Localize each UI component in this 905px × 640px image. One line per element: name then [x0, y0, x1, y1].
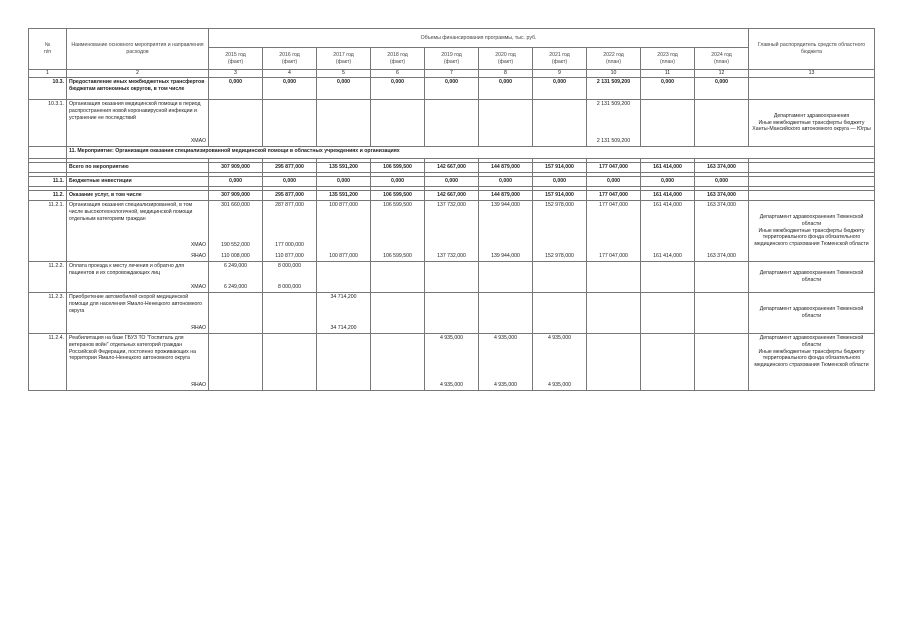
- value-main: 152 978,000: [545, 202, 574, 208]
- value-cell: [695, 293, 749, 334]
- value-cell: [533, 293, 587, 334]
- value-cell: [317, 201, 371, 262]
- value-cell: 0,000: [263, 78, 317, 100]
- row-number: 10.3.: [29, 78, 67, 100]
- value-cell: 157 914,000: [533, 163, 587, 173]
- value-cell: 295 877,000: [263, 191, 317, 201]
- value-cell: 144 879,000: [479, 191, 533, 201]
- distributor-cell: Департамент здравоохранения Тюменской области: [749, 293, 875, 334]
- value-cell: [479, 201, 533, 262]
- row-number: [29, 147, 67, 159]
- value-cell: [209, 293, 263, 334]
- value-cell: [695, 100, 749, 147]
- row-name: Оказание услуг, в том числе: [67, 191, 209, 201]
- value-cell: 161 414,000: [641, 191, 695, 201]
- header-year: 2017 год (факт): [317, 48, 371, 70]
- value-cell: [641, 293, 695, 334]
- value-main: 177 047,000: [599, 202, 628, 208]
- value-cell: [263, 100, 317, 147]
- row-name: Организация оказания медицинской помощи в период распространения новой коронавирусной инфекции и устранение ее последствий: [69, 101, 201, 121]
- header-funding: Объемы финансирования программы, тыс. руб.: [209, 29, 749, 48]
- row-number: 11.2.1.: [29, 201, 67, 262]
- value-cell: 0,000: [479, 78, 533, 100]
- value-cell: [263, 334, 317, 391]
- value-cell: [587, 201, 641, 262]
- row-subregion: ЯНАО: [191, 382, 206, 389]
- value-yanao: 177 047,000: [599, 253, 628, 260]
- value-cell: [209, 100, 263, 147]
- value-cell: [587, 334, 641, 391]
- value-cell: 0,000: [479, 177, 533, 187]
- value-cell: 307 909,000: [209, 163, 263, 173]
- value-cell: 0,000: [695, 177, 749, 187]
- column-index: 8: [479, 70, 533, 78]
- value-cell: 307 909,000: [209, 191, 263, 201]
- header-year: 2015 год (факт): [209, 48, 263, 70]
- row-name: Предоставление иных межбюджетных трансфертов бюджетам автономных округов, в том числе: [67, 78, 209, 100]
- header-name: Наименование основного мероприятия и направления расходов: [67, 29, 209, 70]
- column-index: 12: [695, 70, 749, 78]
- value-cell: 177 047,000: [587, 163, 641, 173]
- value-yanao: 137 732,000: [437, 253, 466, 260]
- value-cell: [479, 262, 533, 293]
- distributor-cell: [749, 163, 875, 173]
- header-year: 2016 год (факт): [263, 48, 317, 70]
- row-name-cell: [67, 334, 209, 391]
- table-row: [29, 78, 875, 100]
- value-cell: 0,000: [533, 78, 587, 100]
- row-name-cell: [67, 293, 209, 334]
- distributor-cell: [749, 191, 875, 201]
- value-main: 301 660,000: [221, 202, 250, 208]
- value-cell: [317, 262, 371, 293]
- value-cell: 177 047,000: [587, 191, 641, 201]
- column-index: 11: [641, 70, 695, 78]
- value-sub: 4 935,000: [547, 382, 572, 389]
- value-cell: [479, 334, 533, 391]
- value-cell: [371, 334, 425, 391]
- value-main: 100 877,000: [329, 202, 358, 208]
- row-name: Оплата проезда к месту лечения и обратно для пациентов и их сопровождающих лиц: [69, 263, 185, 276]
- distributor-cell: Департамент здравоохранения Иные межбюджетные трансферты бюджету Ханты-Мансийского автономного округа — Югры: [749, 100, 875, 147]
- header-year: 2018 год (факт): [371, 48, 425, 70]
- row-number: [29, 163, 67, 173]
- column-index: 1: [29, 70, 67, 78]
- value-sub: 4 935,000: [439, 382, 464, 389]
- value-cell: 163 374,000: [695, 191, 749, 201]
- value-cell: 142 667,000: [425, 163, 479, 173]
- header-year: 2019 год (факт): [425, 48, 479, 70]
- value-cell: [209, 262, 263, 293]
- row-name: Организация оказания специализированной, в том числе высокотехнологичной, медицинской помощи отдельным категориям граждан: [69, 202, 193, 222]
- value-cell: [533, 100, 587, 147]
- value-cell: 0,000: [533, 177, 587, 187]
- value-cell: [425, 262, 479, 293]
- value-cell: [425, 201, 479, 262]
- value-cell: 106 599,500: [371, 191, 425, 201]
- value-cell: [479, 100, 533, 147]
- value-main: 4 935,000: [493, 335, 518, 341]
- value-cell: [371, 100, 425, 147]
- value-cell: [209, 201, 263, 262]
- value-cell: [587, 100, 641, 147]
- header-year: 2020 год (факт): [479, 48, 533, 70]
- row-name: Реабилитация на базе ГБУЗ ТО "Госпиталь для ветеранов войн" отдельных категорий граждан Российской Федерации, постоянно проживающих на территории Ямало-Ненецкого автономного округа: [69, 335, 196, 362]
- row-name-cell: [67, 100, 209, 147]
- value-cell: [641, 262, 695, 293]
- value-cell: [533, 201, 587, 262]
- value-cell: [371, 293, 425, 334]
- distributor-cell: Департамент здравоохранения Тюменской области Иные межбюджетные трансферты бюджету территориального фонда обязательного медицинского страхования Тюменской области: [749, 334, 875, 391]
- header-year: 2022 год (план): [587, 48, 641, 70]
- value-main: 6 249,000: [223, 263, 248, 269]
- row-subregion: ХМАО: [190, 284, 206, 291]
- column-index-row: [29, 70, 875, 78]
- header-year: 2021 год (факт): [533, 48, 587, 70]
- value-cell: 0,000: [209, 78, 263, 100]
- table-row: [29, 163, 875, 173]
- value-cell: 144 879,000: [479, 163, 533, 173]
- row-name: Бюджетные инвестиции: [67, 177, 209, 187]
- value-cell: 106 599,500: [371, 163, 425, 173]
- value-cell: 0,000: [425, 78, 479, 100]
- column-index: 9: [533, 70, 587, 78]
- value-cell: [317, 100, 371, 147]
- value-cell: [533, 334, 587, 391]
- value-cell: [371, 201, 425, 262]
- value-sub: 2 131 509,200: [596, 138, 631, 145]
- value-hmao: 177 000,000: [275, 241, 304, 248]
- header-distributor: Главный распорядитель средств областного бюджета: [749, 29, 875, 70]
- header-year: 2024 год (план): [695, 48, 749, 70]
- distributor-cell: Департамент здравоохранения Тюменской области: [749, 262, 875, 293]
- row-number: 11.1.: [29, 177, 67, 187]
- section-row: [29, 147, 875, 159]
- value-cell: 2 131 509,200: [587, 78, 641, 100]
- value-hmao: 190 552,000: [221, 241, 250, 248]
- value-main: 2 131 509,200: [596, 101, 631, 107]
- distributor-cell: [749, 78, 875, 100]
- table-row: [29, 262, 875, 293]
- value-cell: 0,000: [371, 78, 425, 100]
- column-index: 10: [587, 70, 641, 78]
- value-yanao: 152 978,000: [545, 253, 574, 260]
- value-cell: 163 374,000: [695, 163, 749, 173]
- section-title: 11. Мероприятие: Организация оказания специализированной медицинской помощи в областных учреждениях и организациях: [67, 147, 875, 159]
- header-year: 2023 год (план): [641, 48, 695, 70]
- value-yanao: 161 414,000: [653, 253, 682, 260]
- value-main: 8 000,000: [277, 263, 302, 269]
- value-main: 163 374,000: [707, 202, 736, 208]
- value-cell: [209, 334, 263, 391]
- value-sub: 8 000,000: [277, 284, 302, 291]
- value-cell: [263, 262, 317, 293]
- value-yanao: 106 599,500: [383, 253, 412, 260]
- table-row: [29, 201, 875, 262]
- value-sub: 34 714,200: [330, 325, 357, 332]
- distributor-cell: [749, 177, 875, 187]
- value-cell: [263, 293, 317, 334]
- table-row: [29, 191, 875, 201]
- header-num: № п/п: [29, 29, 67, 70]
- value-yanao: 110 008,000: [221, 253, 250, 260]
- value-main: 34 714,200: [330, 294, 357, 300]
- value-cell: 135 591,200: [317, 163, 371, 173]
- value-cell: [641, 334, 695, 391]
- row-subregion: ХМАО: [190, 241, 206, 248]
- column-index: 3: [209, 70, 263, 78]
- value-main: 4 935,000: [547, 335, 572, 341]
- value-cell: 142 667,000: [425, 191, 479, 201]
- value-main: 4 935,000: [439, 335, 464, 341]
- value-main: 287 877,000: [275, 202, 304, 208]
- value-cell: 0,000: [641, 177, 695, 187]
- value-cell: [371, 262, 425, 293]
- value-yanao: 139 944,000: [491, 253, 520, 260]
- value-cell: 0,000: [317, 177, 371, 187]
- value-cell: [587, 293, 641, 334]
- table-row: [29, 334, 875, 391]
- value-yanao: 100 877,000: [329, 253, 358, 260]
- row-number: 11.2.4.: [29, 334, 67, 391]
- column-index: 5: [317, 70, 371, 78]
- column-index: 2: [67, 70, 209, 78]
- value-cell: [425, 334, 479, 391]
- row-name-cell: [67, 201, 209, 262]
- row-number: 10.3.1.: [29, 100, 67, 147]
- value-cell: 0,000: [641, 78, 695, 100]
- column-index: 4: [263, 70, 317, 78]
- value-cell: [425, 293, 479, 334]
- value-cell: [317, 334, 371, 391]
- table-row: [29, 293, 875, 334]
- value-cell: [587, 262, 641, 293]
- value-cell: 0,000: [371, 177, 425, 187]
- budget-table: [28, 28, 875, 391]
- value-main: 137 732,000: [437, 202, 466, 208]
- value-cell: [533, 262, 587, 293]
- row-number: 11.2.: [29, 191, 67, 201]
- column-index: 6: [371, 70, 425, 78]
- row-subregion: ХМАО: [190, 138, 206, 145]
- value-cell: [695, 201, 749, 262]
- row-number: 11.2.2.: [29, 262, 67, 293]
- value-cell: 0,000: [695, 78, 749, 100]
- value-cell: [479, 293, 533, 334]
- value-cell: [641, 100, 695, 147]
- value-cell: [317, 293, 371, 334]
- row-subregion: ЯНАО: [191, 253, 206, 260]
- value-main: 106 599,500: [383, 202, 412, 208]
- value-cell: 0,000: [425, 177, 479, 187]
- value-cell: [695, 262, 749, 293]
- distributor-cell: Департамент здравоохранения Тюменской области Иные межбюджетные трансферты бюджету территориального фонда обязательного медицинского страхования Тюменской области: [749, 201, 875, 262]
- row-name: Приобретение автомобилей скорой медицинской помощи для населения Ямало-Ненецкого автономного округа: [69, 294, 203, 314]
- value-cell: 0,000: [587, 177, 641, 187]
- column-index: 7: [425, 70, 479, 78]
- table-row: [29, 177, 875, 187]
- value-cell: 0,000: [263, 177, 317, 187]
- value-cell: 157 914,000: [533, 191, 587, 201]
- row-name-cell: [67, 262, 209, 293]
- row-subregion: ЯНАО: [191, 325, 206, 332]
- value-yanao: 110 877,000: [275, 253, 304, 260]
- value-sub: 6 249,000: [223, 284, 248, 291]
- value-sub: 4 935,000: [493, 382, 518, 389]
- value-cell: [425, 100, 479, 147]
- row-name: Всего по мероприятию: [67, 163, 209, 173]
- value-main: 139 944,000: [491, 202, 520, 208]
- row-number: 11.2.3.: [29, 293, 67, 334]
- value-cell: 0,000: [209, 177, 263, 187]
- value-yanao: 163 374,000: [707, 253, 736, 260]
- table-row: [29, 100, 875, 147]
- value-cell: 161 414,000: [641, 163, 695, 173]
- value-cell: 135 591,200: [317, 191, 371, 201]
- value-cell: [263, 201, 317, 262]
- value-cell: 0,000: [317, 78, 371, 100]
- value-cell: 295 877,000: [263, 163, 317, 173]
- value-cell: [695, 334, 749, 391]
- value-main: 161 414,000: [653, 202, 682, 208]
- value-cell: [641, 201, 695, 262]
- column-index: 13: [749, 70, 875, 78]
